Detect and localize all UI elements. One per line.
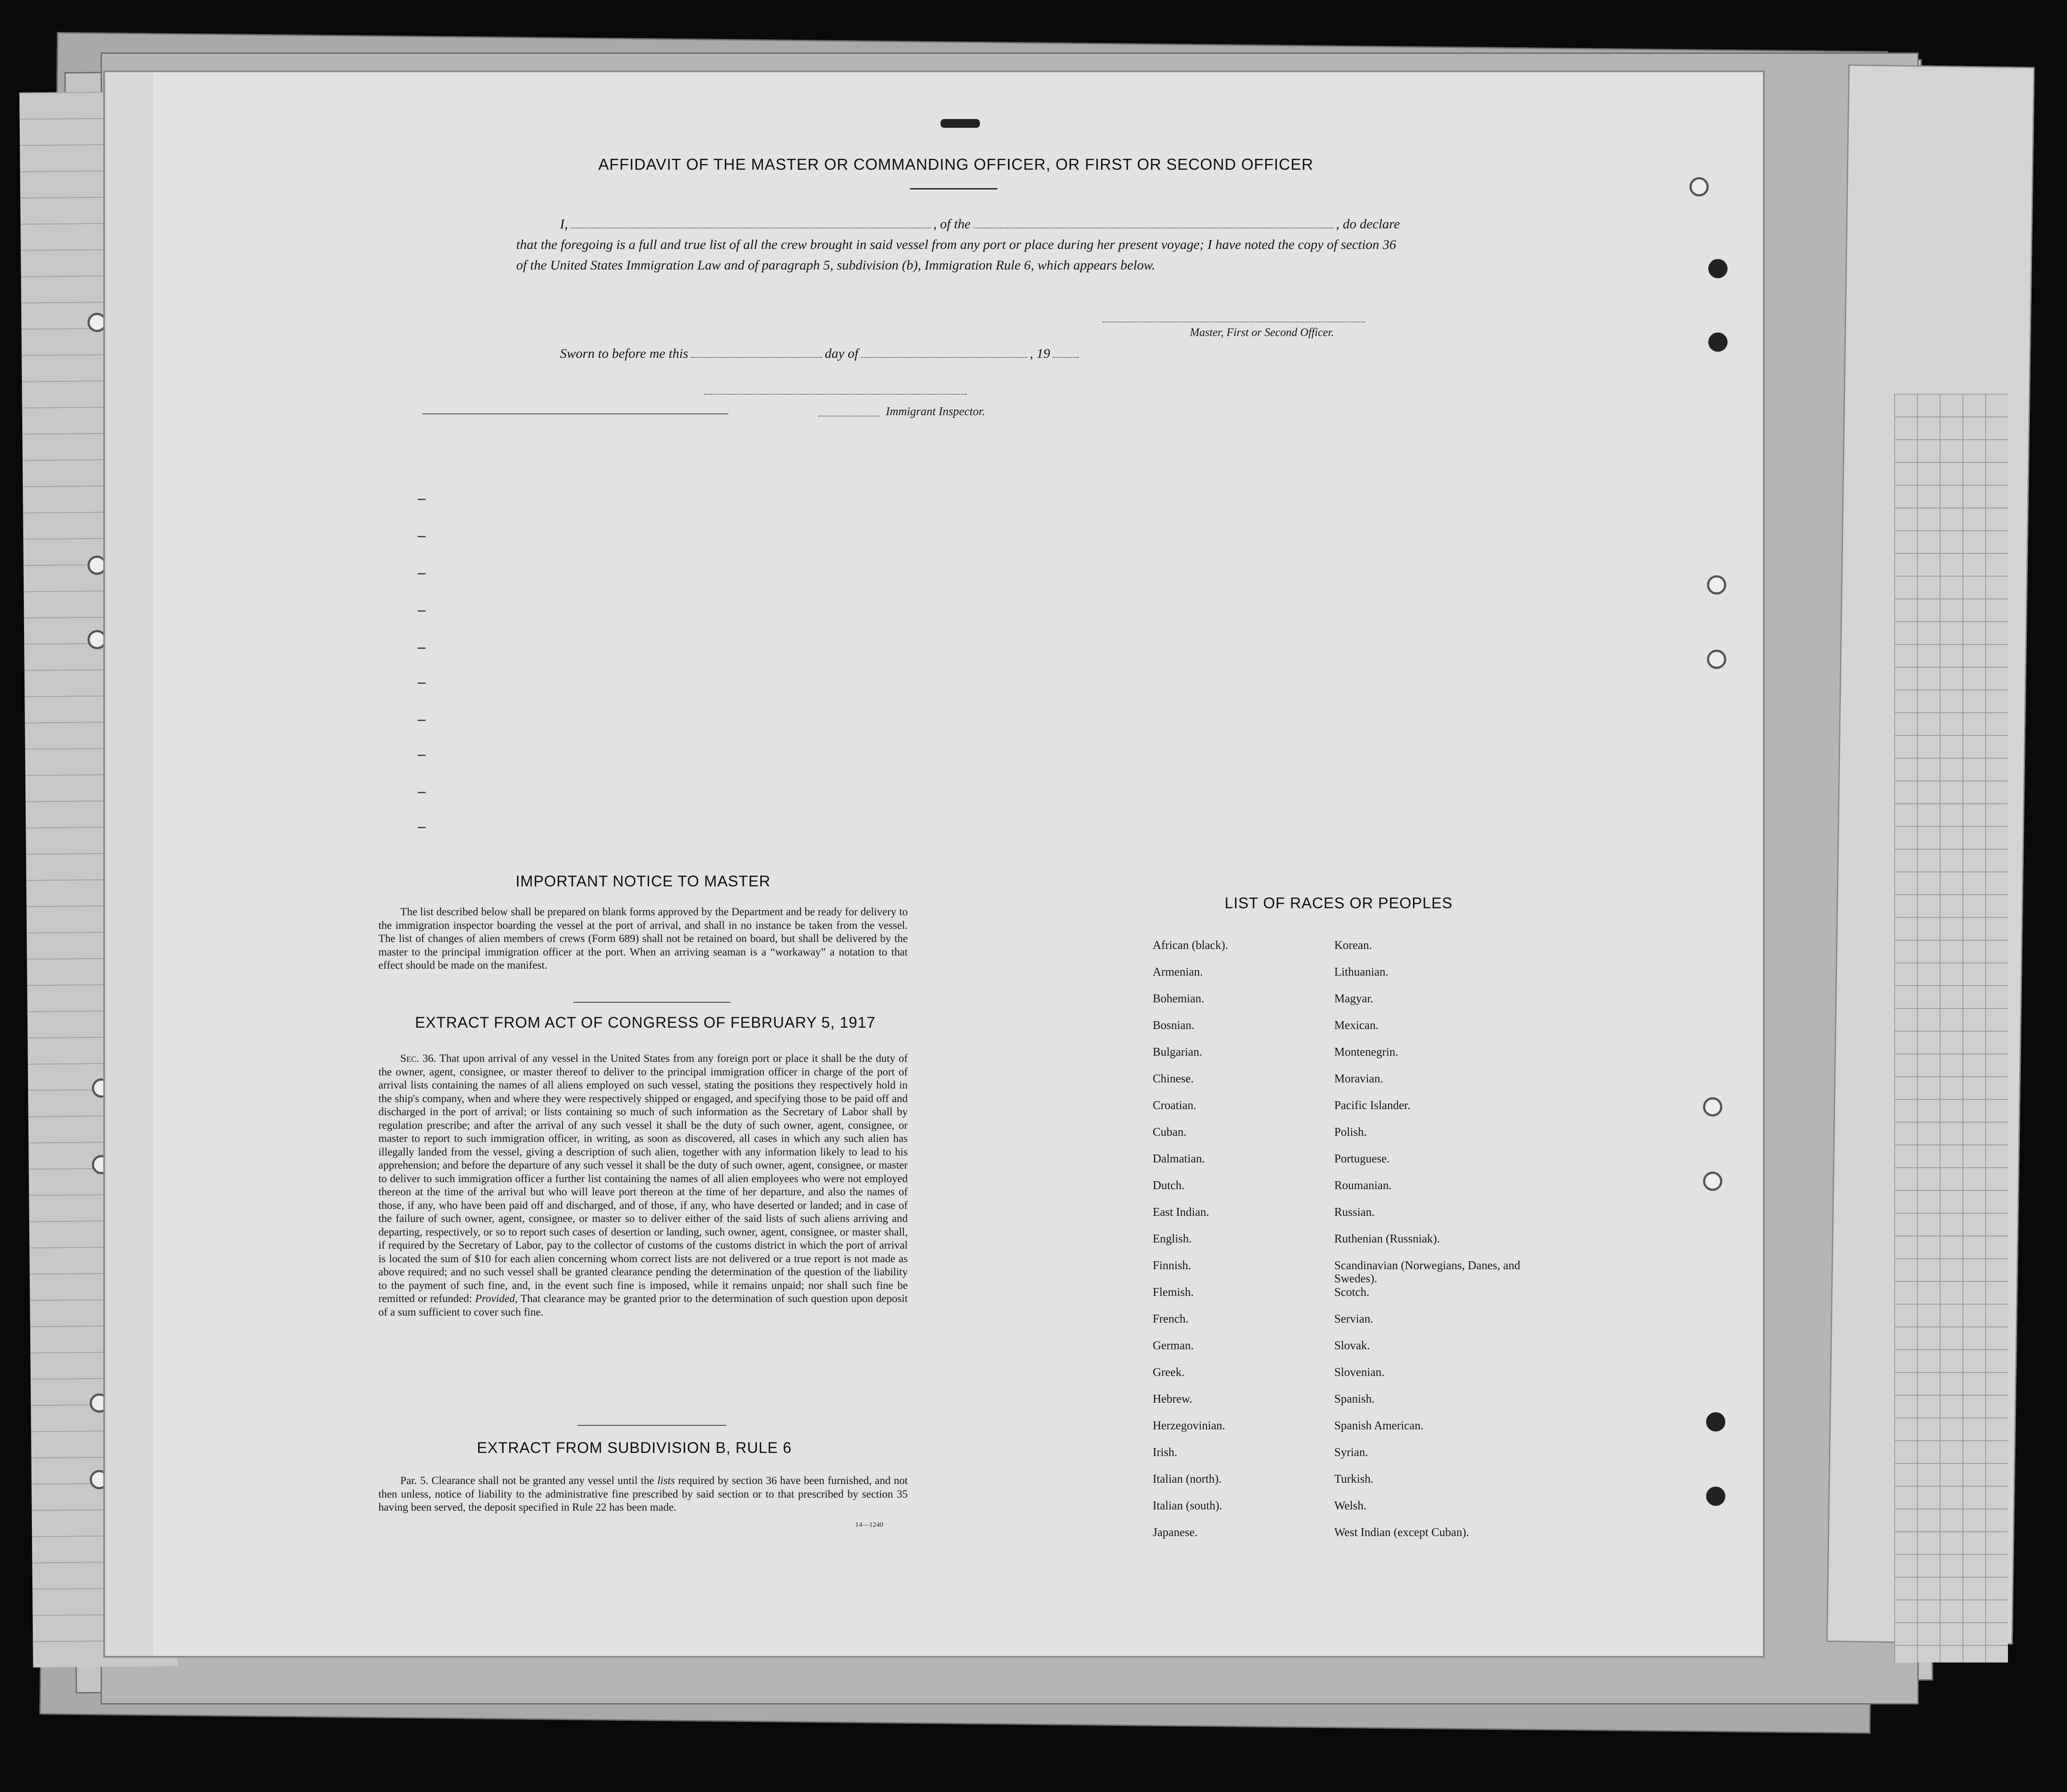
races-left-column bbox=[1153, 938, 1319, 1552]
binder-hole bbox=[87, 556, 107, 575]
year-blank bbox=[1053, 346, 1079, 358]
race-item: Russian. bbox=[1334, 1205, 1375, 1218]
race-item: Syrian. bbox=[1334, 1446, 1368, 1459]
race-item: Italian (north). bbox=[1153, 1472, 1222, 1485]
margin-dash bbox=[418, 792, 426, 793]
rule-lists-word: lists bbox=[657, 1475, 675, 1487]
race-item: Spanish American. bbox=[1334, 1419, 1423, 1432]
margin-dash bbox=[418, 573, 426, 574]
notice-title: IMPORTANT NOTICE TO MASTER bbox=[515, 873, 771, 890]
sworn-year: , 19 bbox=[1029, 346, 1050, 361]
binder-hole bbox=[1708, 259, 1728, 278]
race-item: Chinese. bbox=[1153, 1072, 1194, 1085]
race-item: Montenegrin. bbox=[1334, 1045, 1399, 1058]
race-item: Dalmatian. bbox=[1153, 1152, 1205, 1165]
day-blank bbox=[691, 346, 822, 358]
section-rule bbox=[577, 1425, 726, 1426]
race-item: Slovak. bbox=[1334, 1339, 1370, 1352]
race-item: African (black). bbox=[1153, 938, 1228, 952]
race-item: English. bbox=[1153, 1232, 1192, 1245]
sec-body-end: That clearance may be granted prior to the determination of such question upon deposit of a sum sufficient to cover such fine. bbox=[378, 1293, 908, 1318]
race-item: Polish. bbox=[1334, 1125, 1367, 1138]
race-item: Scotch. bbox=[1334, 1285, 1370, 1298]
sworn-line bbox=[560, 346, 1155, 361]
race-item: Italian (south). bbox=[1153, 1499, 1222, 1512]
binder-hole bbox=[1706, 1487, 1725, 1506]
race-item: Hebrew. bbox=[1153, 1392, 1193, 1405]
race-item: Roumanian. bbox=[1334, 1179, 1392, 1192]
extract-act-title: EXTRACT FROM ACT OF CONGRESS OF FEBRUARY 5, 1917 bbox=[415, 1014, 876, 1031]
race-item: Flemish. bbox=[1153, 1285, 1194, 1298]
declare-body: that the foregoing is a full and true list of all the crew brought in said vessel from any port or place during her present voyage; I have noted the copy of section 36 of the United States Immigration Law and of paragraph 5, subdivision (b), Immigration Rule 6, which appears below. bbox=[516, 237, 1396, 273]
race-item: Croatian. bbox=[1153, 1099, 1196, 1112]
binder-hole bbox=[87, 313, 107, 332]
affidavit-title: AFFIDAVIT OF THE MASTER OR COMMANDING OFFICER, OR FIRST OR SECOND OFFICER bbox=[598, 155, 1314, 173]
sworn-prefix: Sworn to before me this bbox=[560, 346, 689, 361]
margin-dash bbox=[418, 648, 426, 649]
extract-rule-body bbox=[378, 1474, 908, 1515]
race-item: Mexican. bbox=[1334, 1018, 1379, 1032]
title-rule bbox=[910, 188, 997, 189]
race-item: Korean. bbox=[1334, 938, 1372, 952]
race-item: Finnish. bbox=[1153, 1259, 1191, 1272]
binder-hole bbox=[87, 630, 107, 649]
inspector-rule bbox=[422, 413, 728, 414]
race-item: Bosnian. bbox=[1153, 1018, 1195, 1032]
race-item: Ruthenian (Russniak). bbox=[1334, 1232, 1440, 1245]
rule-body-end: required by section 36 have been furnished, and not then unless, notice of liability to the administrative fine prescribed by said section or to that prescribed by section 35 having been served, the deposit specified in Rule 22 has been made. bbox=[378, 1475, 908, 1513]
declaration-text bbox=[516, 214, 1400, 275]
race-item: Greek. bbox=[1153, 1365, 1185, 1379]
sworn-day-of: day of bbox=[825, 346, 858, 361]
race-item: Dutch. bbox=[1153, 1179, 1185, 1192]
form-code: 14—1240 bbox=[855, 1521, 883, 1529]
race-item: Moravian. bbox=[1334, 1072, 1383, 1085]
races-right-column bbox=[1334, 938, 1527, 1552]
grid-page-edge bbox=[1894, 394, 2008, 1662]
binder-hole bbox=[1706, 1412, 1725, 1432]
race-item: Irish. bbox=[1153, 1446, 1178, 1459]
signature-label: Master, First or Second Officer. bbox=[1190, 326, 1334, 339]
declare-do-declare: , do declare bbox=[1336, 216, 1400, 231]
race-item: Slovenian. bbox=[1334, 1365, 1385, 1379]
ink-mark bbox=[941, 119, 980, 128]
binder-hole bbox=[1707, 575, 1726, 595]
binder-hole bbox=[1703, 1097, 1722, 1116]
race-item: Cuban. bbox=[1153, 1125, 1187, 1138]
declare-of-the: , of the bbox=[933, 216, 971, 231]
rule-body-start: Par. 5. Clearance shall not be granted any vessel until the bbox=[400, 1475, 654, 1487]
race-item: Magyar. bbox=[1334, 992, 1374, 1005]
race-item: Lithuanian. bbox=[1334, 965, 1388, 978]
binder-hole bbox=[1708, 332, 1728, 352]
name-blank bbox=[570, 216, 930, 228]
race-item: Bulgarian. bbox=[1153, 1045, 1203, 1058]
margin-dash bbox=[418, 499, 426, 500]
notice-body: The list described below shall be prepared on blank forms approved by the Department and be ready for delivery to the immigration inspector boarding the vessel at the port of arrival, and shall in no instance be taken from the vessel. The list of changes of alien members of crews (Form 689) shall not be retained on board, but shall be delivered by the master to the principal immigration officer at the port. When an arriving seaman is a “workaway” a notation to that effect should be made on the manifest. bbox=[378, 906, 908, 971]
race-item: West Indian (except Cuban). bbox=[1334, 1526, 1469, 1539]
vessel-blank bbox=[973, 216, 1333, 228]
extract-rule-title: EXTRACT FROM SUBDIVISION B, RULE 6 bbox=[477, 1439, 792, 1456]
race-item: Scandinavian (Norwegians, Danes, and Swedes). bbox=[1334, 1259, 1521, 1285]
margin-dash bbox=[418, 536, 426, 537]
margin-dash bbox=[418, 827, 426, 828]
inspector-signature-line bbox=[704, 394, 967, 395]
race-item: Servian. bbox=[1334, 1312, 1374, 1325]
sec-body: That upon arrival of any vessel in the United States from any foreign port or place it shall be the duty of the owner, agent, consignee, or master thereof to deliver to the principal immigration officer in charge of the port of arrival lists containing the names of all aliens employed on such vessel, stating the positions they respectively hold in the ship's company, when and where they were respectively shipped or engaged, and specifying those to be paid off and discharged in the port of arrival; or lists containing so much of such information as the Secretary of Labor shall by regulation prescribe; and after the arrival of any such vessel it shall be the duty of such owner, agent, consignee, or master to report to such immigration officer, in writing, as soon as discovered, all cases in which any such alien has illegally landed from the vessel, giving a description of such alien, together with any information likely to lead to his apprehension; and before the departure of any such vessel it shall be the duty of such owner, agent, consignee, or master to deliver to such immigration officer a further list containing the names of all alien employees who were not employed thereon at the time of the arrival but who will leave port thereon at the time of her departure, and also the names of those, if any, who have been paid off and discharged, and of those, if any, who have deserted or landed; and in case of the failure of such owner, agent, consignee, or master so to deliver either of the said lists of such aliens arriving and departing, respectively, or so to report such cases of desertion or landing, such owner, agent, consignee, or master shall, if required by the Secretary of Labor, pay to the collector of customs of the customs district in which the port of arrival is located the sum of $10 for each alien concerning whom correct lists are not delivered or a true report is not made as above required; and no such vessel shall be granted clearance pending the determination of the question of the liability to the payment of such fine, and, in the event such fine is imposed, while it remains unpaid; nor shall such fine be remitted or refunded: bbox=[378, 1053, 908, 1305]
race-item: French. bbox=[1153, 1312, 1189, 1325]
race-item: Welsh. bbox=[1334, 1499, 1367, 1512]
binder-hole bbox=[1707, 650, 1726, 669]
margin-dash bbox=[418, 682, 426, 684]
race-item: German. bbox=[1153, 1339, 1194, 1352]
race-item: Turkish. bbox=[1334, 1472, 1374, 1485]
race-item: Portuguese. bbox=[1334, 1152, 1390, 1165]
sec-label: Sec. 36. bbox=[400, 1053, 437, 1064]
margin-dash bbox=[418, 720, 426, 721]
race-item: Pacific Islander. bbox=[1334, 1099, 1410, 1112]
races-title: LIST OF RACES OR PEOPLES bbox=[1224, 895, 1453, 912]
margin-dash bbox=[418, 755, 426, 756]
race-item: Bohemian. bbox=[1153, 992, 1204, 1005]
race-item: Herzegovinian. bbox=[1153, 1419, 1225, 1432]
binder-hole bbox=[1689, 177, 1709, 196]
inspector-label: Immigrant Inspector. bbox=[886, 405, 985, 418]
race-item: Japanese. bbox=[1153, 1526, 1198, 1539]
declare-i: I, bbox=[560, 216, 568, 231]
section-rule bbox=[573, 1002, 731, 1003]
race-item: East Indian. bbox=[1153, 1205, 1209, 1218]
binder-hole bbox=[1703, 1172, 1722, 1191]
month-blank bbox=[861, 346, 1027, 358]
extract-act-body bbox=[378, 1052, 908, 1319]
race-item: Spanish. bbox=[1334, 1392, 1375, 1405]
race-item: Armenian. bbox=[1153, 965, 1203, 978]
provided-label: Provided, bbox=[475, 1293, 518, 1305]
margin-dash bbox=[418, 610, 426, 612]
